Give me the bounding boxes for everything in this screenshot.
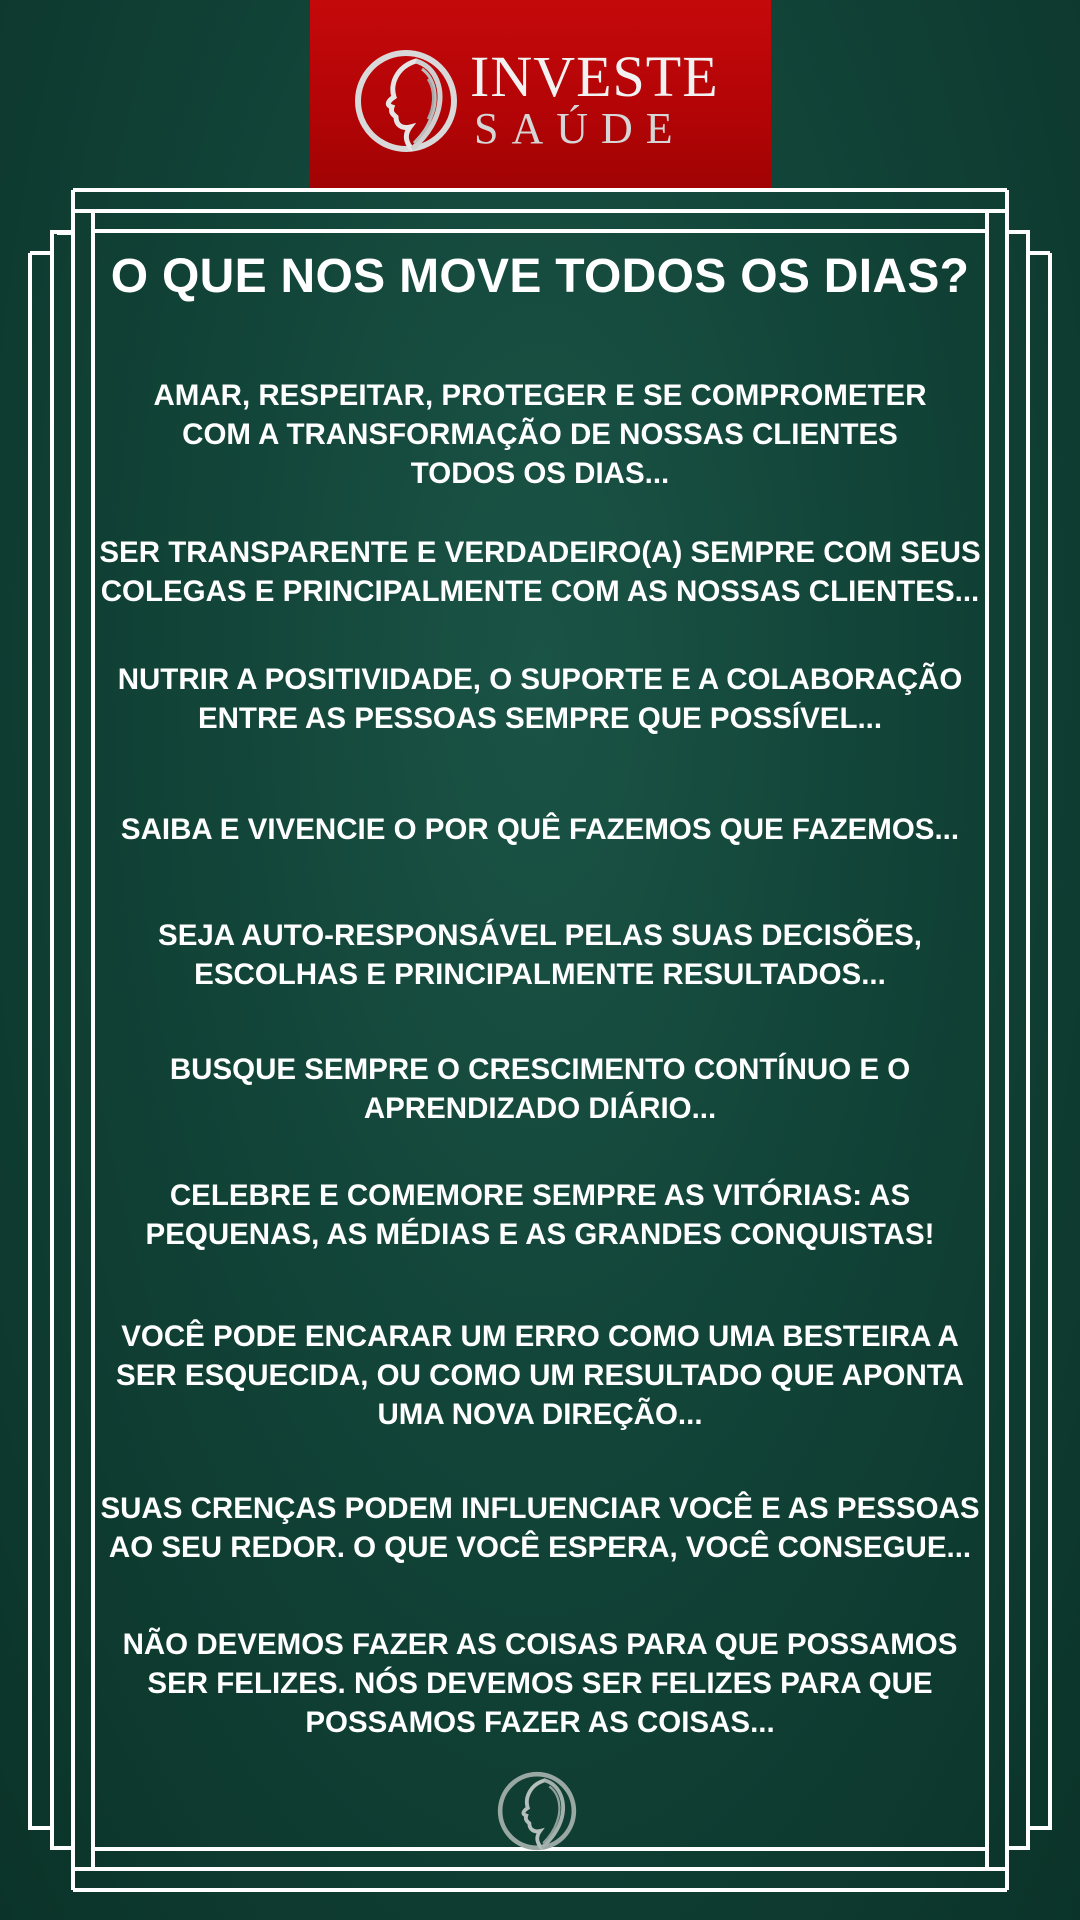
brand-name: INVESTE (470, 44, 719, 109)
woman-profile-emblem-icon (495, 1768, 579, 1854)
value-item-7: CELEBRE E COMEMORE SEMPRE AS VITÓRIAS: AS PEQUENAS, AS MÉDIAS E AS GRANDES CONQUISTAS! (145, 1179, 935, 1251)
value-item-8: VOCÊ PODE ENCARAR UM ERRO COMO UMA BESTEIRA A SER ESQUECIDA, OU COMO UM RESULTADO QUE APONTA UMA NOVA DIREÇÃO... (116, 1320, 964, 1431)
value-item-1: AMAR, RESPEITAR, PROTEGER E SE COMPROMETER COM A TRANSFORMAÇÃO DE NOSSAS CLIENTES TODOS OS DIAS... (153, 379, 927, 490)
page-title: O QUE NOS MOVE TODOS OS DIAS? (110, 250, 970, 303)
value-item-5: SEJA AUTO-RESPONSÁVEL PELAS SUAS DECISÕES, ESCOLHAS E PRINCIPALMENTE RESULTADOS... (158, 919, 922, 991)
value-item-4: SAIBA E VIVENCIE O POR QUÊ FAZEMOS QUE FAZEMOS... (120, 813, 960, 846)
value-item-2: SER TRANSPARENTE E VERDADEIRO(A) SEMPRE COM SEUS COLEGAS E PRINCIPALMENTE COM AS NOSSAS CLIENTES... (99, 536, 981, 608)
value-item-10: NÃO DEVEMOS FAZER AS COISAS PARA QUE POSSAMOS SER FELIZES. NÓS DEVEMOS SER FELIZES PARA QUE POSSAMOS FAZER AS COISAS... (122, 1628, 958, 1739)
brand-tagline: SAÚDE (474, 104, 686, 153)
value-item-3: NUTRIR A POSITIVIDADE, O SUPORTE E A COLABORAÇÃO ENTRE AS PESSOAS SEMPRE QUE POSSÍVEL... (117, 663, 963, 735)
value-item-9: SUAS CRENÇAS PODEM INFLUENCIAR VOCÊ E AS PESSOAS AO SEU REDOR. O QUE VOCÊ ESPERA, VOCÊ CONSEGUE... (100, 1492, 980, 1564)
value-item-6: BUSQUE SEMPRE O CRESCIMENTO CONTÍNUO E O APRENDIZADO DIÁRIO... (169, 1053, 911, 1125)
